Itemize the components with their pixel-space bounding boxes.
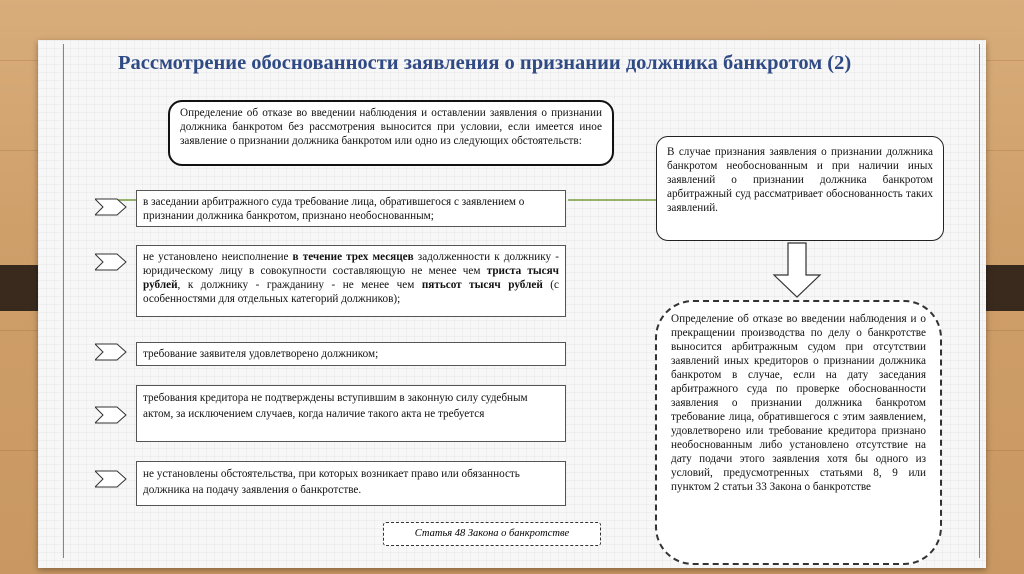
condition-item-2-bold: триста тысяч рублей [143,265,559,291]
chevron-right-icon [95,253,127,271]
condition-item-2-bold: пятьсот тысяч рублей [421,279,543,291]
condition-item-3: требование заявителя удовлетворено должником; [136,342,566,366]
condition-item-4: требования кредитора не подтверждены вступившим в законную силу судебным актом, за исключением случаев, когда наличие такого акта не требуется [136,385,566,442]
chevron-right-icon [95,406,127,424]
condition-item-2-part: задолженности к должнику - юридическому лицу в совокупности составляющую не менее чем [143,251,559,277]
intro-box: Определение об отказе во введении наблюдения и оставлении заявления о признании должника банкротом без рассмотрения выносится при условии, если имеется иное заявление о признании должника банкротом или одно из следующих обстоятельств: [168,100,614,166]
condition-item-1: в заседании арбитражного суда требование лица, обратившегося с заявлением о признании должника банкротом, признано необоснованным; [136,190,566,227]
condition-item-5: не установлены обстоятельства, при которых возникает право или обязанность должника на подачу заявления о банкротстве. [136,461,566,506]
chevron-right-icon [95,470,127,488]
condition-item-2-part: (с особенностями для отдельных категорий должников); [143,279,559,305]
slide [38,40,986,568]
down-arrow-icon [774,243,820,297]
invalid-application-box: В случае признания заявления о признании должника банкротом необоснованным и при наличии иных заявлений о признании должника банкротом арбитражный суд рассматривает обоснованность таких заявлений. [656,136,944,241]
condition-item-2-part: , к должнику - гражданину - не менее чем [177,279,422,291]
page-title: Рассмотрение обоснованности заявления о признании должника банкротом (2) [118,52,852,74]
chevron-right-icon [95,198,127,216]
condition-item-2-part: не установлено неисполнение [143,251,293,263]
termination-ruling-box: Определение об отказе во введении наблюдения и о прекращении производства по делу о банкротстве выносится арбитражным судом при отсутствии заявлений иных кредиторов о признании должника банкротом в случае, если на дату заседания арбитражного суда по проверке обоснованности заявления о признании должника банкротом требование лица, обратившегося с этим заявлением, удовлетворено или требование кредитора признано необоснованным либо установлено отсутствие на дату подачи этого заявления хотя бы одного из условий, предусмотренных статьями 8, 9 или пунктом 2 статьи 33 Закона о банкротстве [655,300,942,565]
chevron-right-icon [95,343,127,361]
source-reference: Статья 48 Закона о банкротстве [383,522,601,546]
condition-item-2-bold: в течение трех месяцев [292,251,414,263]
condition-item-2 [136,245,566,317]
